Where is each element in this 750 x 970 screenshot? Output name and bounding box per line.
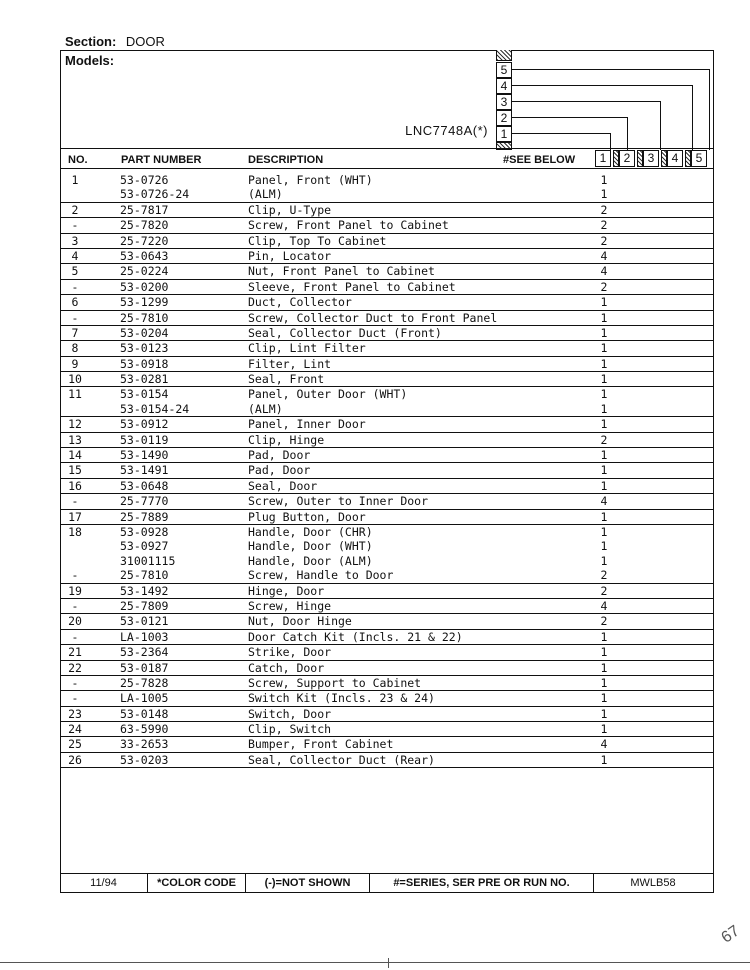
row-quantity: 2 <box>600 279 608 294</box>
row-part-number: 53-0281 <box>120 372 169 387</box>
row-description: Strike, Door <box>248 645 332 660</box>
row-part-number: 53-0148 <box>120 706 169 721</box>
table-row <box>60 568 714 583</box>
footer-not-shown: (-)=NOT SHOWN <box>246 874 370 893</box>
row-number: 6 <box>71 295 79 310</box>
row-description: Hinge, Door <box>248 583 325 598</box>
row-number: 19 <box>68 583 82 598</box>
row-quantity: 1 <box>600 341 608 356</box>
table-row <box>60 311 714 326</box>
leader-line-2 <box>512 117 628 118</box>
table-row <box>60 173 714 187</box>
row-part-number: 53-0154 <box>120 387 169 402</box>
row-number: 26 <box>68 752 82 767</box>
row-quantity: 1 <box>600 356 608 371</box>
table-row <box>60 372 714 387</box>
row-description: Nut, Door Hinge <box>248 614 352 629</box>
row-part-number: 53-0918 <box>120 356 169 371</box>
row-quantity: 1 <box>600 752 608 767</box>
table-row <box>60 280 714 295</box>
row-part-number: 63-5990 <box>120 722 169 737</box>
row-quantity: 2 <box>600 233 608 248</box>
row-number: - <box>71 494 79 509</box>
row-quantity: 1 <box>600 675 608 690</box>
table-row <box>60 387 714 401</box>
row-quantity: 1 <box>600 645 608 660</box>
header-no: NO. <box>68 154 88 166</box>
row-description: Handle, Door (ALM) <box>248 553 373 568</box>
row-number: 18 <box>68 524 82 539</box>
row-number: 22 <box>68 660 82 675</box>
row-number: 12 <box>68 417 82 432</box>
row-part-number: LA-1003 <box>120 629 169 644</box>
row-description: Clip, Hinge <box>248 432 325 447</box>
row-number: 20 <box>68 614 82 629</box>
table-row <box>60 599 714 614</box>
row-description: Seal, Door <box>248 478 318 493</box>
row-number: 13 <box>68 432 82 447</box>
table-row <box>60 295 714 310</box>
models-label: Models: <box>65 53 115 68</box>
table-row <box>60 463 714 478</box>
row-part-number: 53-1491 <box>120 463 169 478</box>
row-number: - <box>71 568 79 583</box>
table-row <box>60 402 714 417</box>
row-number: 8 <box>71 341 79 356</box>
table-row <box>60 691 714 706</box>
row-quantity: 1 <box>600 387 608 402</box>
header-column-boxes <box>595 150 709 167</box>
row-description: Panel, Front (WHT) <box>248 173 373 187</box>
table-row <box>60 614 714 629</box>
table-row <box>60 539 714 553</box>
row-number: 1 <box>71 173 79 187</box>
leader-line-3 <box>512 101 661 102</box>
leader-drop-2 <box>627 117 628 150</box>
section-heading <box>65 34 165 49</box>
row-part-number: 53-0204 <box>120 325 169 340</box>
row-part-number: 53-0643 <box>120 248 169 263</box>
row-number: - <box>71 675 79 690</box>
model-column-box-4: 4 <box>496 78 512 94</box>
model-column-box-3: 3 <box>496 94 512 110</box>
table-row <box>60 510 714 525</box>
row-description: Pin, Locator <box>248 248 332 263</box>
row-quantity: 4 <box>600 494 608 509</box>
row-number: 11 <box>68 387 82 402</box>
row-quantity: 1 <box>600 187 608 202</box>
header-column-4: 4 <box>667 150 683 167</box>
row-description: Nut, Front Panel to Cabinet <box>248 264 435 279</box>
row-quantity: 2 <box>600 202 608 217</box>
row-part-number: 25-7817 <box>120 202 169 217</box>
row-part-number: 53-0726 <box>120 173 169 187</box>
table-row <box>60 417 714 432</box>
row-quantity: 1 <box>600 660 608 675</box>
row-quantity: 1 <box>600 629 608 644</box>
section-label: Section: <box>65 34 117 49</box>
table-row <box>60 234 714 249</box>
table-row <box>60 737 714 752</box>
table-row <box>60 249 714 264</box>
row-part-number: 53-0200 <box>120 279 169 294</box>
header-bottom-rule <box>60 168 714 169</box>
row-description: Panel, Inner Door <box>248 417 366 432</box>
model-column-box-1: 1 <box>496 126 512 142</box>
row-description: Pad, Door <box>248 448 311 463</box>
table-row <box>60 753 714 768</box>
table-row <box>60 722 714 737</box>
row-part-number: 53-1299 <box>120 295 169 310</box>
row-part-number: 33-2653 <box>120 737 169 752</box>
model-column-box-5: 5 <box>496 62 512 78</box>
row-number: 4 <box>71 248 79 263</box>
table-row <box>60 479 714 494</box>
footer-color-code: *COLOR CODE <box>148 874 246 893</box>
header-column-3: 3 <box>643 150 659 167</box>
footer-date: 11/94 <box>60 874 148 893</box>
header-column-1: 1 <box>595 150 611 167</box>
row-quantity: 1 <box>600 417 608 432</box>
table-row <box>60 341 714 356</box>
header-see-below: #SEE BELOW <box>503 154 576 166</box>
table-row <box>60 707 714 722</box>
row-description: Switch, Door <box>248 706 332 721</box>
row-description: (ALM) <box>248 401 283 416</box>
table-row <box>60 218 714 233</box>
page-mark: 67 <box>718 922 743 947</box>
row-part-number: 53-1492 <box>120 583 169 598</box>
model-column-box-2: 2 <box>496 110 512 126</box>
row-part-number: 53-0203 <box>120 752 169 767</box>
row-quantity: 1 <box>600 691 608 706</box>
row-description: Clip, Top To Cabinet <box>248 233 387 248</box>
row-number: - <box>71 218 79 233</box>
header-description: DESCRIPTION <box>248 154 324 166</box>
row-part-number: 25-7770 <box>120 494 169 509</box>
page-bottom-rule <box>0 962 750 963</box>
row-part-number: 53-0726-24 <box>120 187 190 202</box>
row-number: 3 <box>71 233 79 248</box>
row-quantity: 1 <box>600 509 608 524</box>
header-column-2: 2 <box>619 150 635 167</box>
row-part-number: 25-7810 <box>120 310 169 325</box>
row-part-number: 53-2364 <box>120 645 169 660</box>
hatched-cap-top <box>496 50 512 61</box>
row-part-number: 25-7889 <box>120 509 169 524</box>
row-number: 5 <box>71 264 79 279</box>
row-quantity: 1 <box>600 478 608 493</box>
row-part-number: 53-0912 <box>120 417 169 432</box>
row-description: Pad, Door <box>248 463 311 478</box>
row-description: (ALM) <box>248 187 283 202</box>
row-quantity: 1 <box>600 295 608 310</box>
header-column-5: 5 <box>691 150 707 167</box>
table-row <box>60 187 714 202</box>
row-description: Plug Button, Door <box>248 509 366 524</box>
row-number: 2 <box>71 202 79 217</box>
table-row <box>60 676 714 691</box>
table-row <box>60 494 714 509</box>
row-number: 14 <box>68 448 82 463</box>
row-description: Screw, Collector Duct to Front Panel <box>248 310 498 325</box>
row-part-number: 53-0121 <box>120 614 169 629</box>
header-top-rule <box>60 148 714 149</box>
row-part-number: 25-7809 <box>120 598 169 613</box>
row-quantity: 1 <box>600 706 608 721</box>
leader-drop-3 <box>660 101 661 150</box>
table-row <box>60 630 714 645</box>
row-quantity: 1 <box>600 553 608 568</box>
row-quantity: 1 <box>600 539 608 554</box>
row-number: 17 <box>68 509 82 524</box>
leader-drop-4 <box>692 85 693 150</box>
row-quantity: 1 <box>600 173 608 187</box>
row-number: 9 <box>71 356 79 371</box>
row-quantity: 1 <box>600 722 608 737</box>
row-quantity: 2 <box>600 583 608 598</box>
row-part-number: 53-1490 <box>120 448 169 463</box>
table-row <box>60 661 714 676</box>
row-description: Switch Kit (Incls. 23 & 24) <box>248 691 435 706</box>
row-quantity: 2 <box>600 218 608 233</box>
table-row <box>60 448 714 463</box>
parts-table <box>60 173 714 768</box>
table-row <box>60 203 714 218</box>
row-number: - <box>71 598 79 613</box>
row-number: - <box>71 279 79 294</box>
row-part-number: 25-7828 <box>120 675 169 690</box>
row-description: Panel, Outer Door (WHT) <box>248 387 408 402</box>
row-part-number: 53-0154-24 <box>120 401 190 416</box>
header-part-number: PART NUMBER <box>121 154 202 166</box>
row-part-number: 53-0648 <box>120 478 169 493</box>
table-row <box>60 264 714 279</box>
row-number: - <box>71 691 79 706</box>
row-description: Duct, Collector <box>248 295 352 310</box>
row-quantity: 2 <box>600 432 608 447</box>
row-description: Clip, Lint Filter <box>248 341 366 356</box>
row-part-number: 53-0927 <box>120 539 169 554</box>
row-part-number: 53-0119 <box>120 432 169 447</box>
row-part-number: LA-1005 <box>120 691 169 706</box>
row-number: 15 <box>68 463 82 478</box>
table-row <box>60 584 714 599</box>
table-row <box>60 433 714 448</box>
row-number: 7 <box>71 325 79 340</box>
row-number: 10 <box>68 372 82 387</box>
row-description: Seal, Collector Duct (Front) <box>248 325 442 340</box>
row-quantity: 1 <box>600 524 608 539</box>
row-number: 16 <box>68 478 82 493</box>
row-number: 24 <box>68 722 82 737</box>
row-part-number: 53-0187 <box>120 660 169 675</box>
row-description: Catch, Door <box>248 660 325 675</box>
row-quantity: 2 <box>600 568 608 583</box>
row-quantity: 1 <box>600 310 608 325</box>
row-description: Sleeve, Front Panel to Cabinet <box>248 279 456 294</box>
row-quantity: 2 <box>600 614 608 629</box>
table-row <box>60 554 714 568</box>
row-description: Clip, Switch <box>248 722 332 737</box>
row-part-number: 53-0123 <box>120 341 169 356</box>
row-description: Handle, Door (WHT) <box>248 539 373 554</box>
row-part-number: 25-0224 <box>120 264 169 279</box>
section-value: DOOR <box>125 34 165 49</box>
page-bottom-tick <box>388 958 389 968</box>
leader-drop-5 <box>709 69 710 150</box>
row-part-number: 31001115 <box>120 553 176 568</box>
footer-doc-id: MWLB58 <box>630 877 676 889</box>
row-description: Bumper, Front Cabinet <box>248 737 394 752</box>
row-quantity: 1 <box>600 372 608 387</box>
footer-legend <box>60 873 714 893</box>
row-number: 25 <box>68 737 82 752</box>
table-row <box>60 645 714 660</box>
model-name: LNC7748A(*) <box>405 123 488 138</box>
table-row <box>60 525 714 539</box>
row-description: Screw, Support to Cabinet <box>248 675 422 690</box>
table-row <box>60 326 714 341</box>
row-description: Door Catch Kit (Incls. 21 & 22) <box>248 629 463 644</box>
row-quantity: 4 <box>600 737 608 752</box>
row-quantity: 4 <box>600 264 608 279</box>
row-description: Screw, Handle to Door <box>248 568 394 583</box>
leader-line-5 <box>512 69 710 70</box>
row-number: 21 <box>68 645 82 660</box>
row-quantity: 4 <box>600 248 608 263</box>
row-number: - <box>71 310 79 325</box>
row-quantity: 1 <box>600 325 608 340</box>
row-part-number: 25-7810 <box>120 568 169 583</box>
row-quantity: 4 <box>600 598 608 613</box>
row-description: Clip, U-Type <box>248 202 332 217</box>
leader-line-1 <box>512 133 611 134</box>
row-number: - <box>71 629 79 644</box>
row-description: Handle, Door (CHR) <box>248 524 373 539</box>
row-part-number: 25-7220 <box>120 233 169 248</box>
row-description: Seal, Collector Duct (Rear) <box>248 752 435 767</box>
row-description: Screw, Hinge <box>248 598 332 613</box>
footer-series: #=SERIES, SER PRE OR RUN NO. <box>370 874 594 893</box>
row-description: Screw, Outer to Inner Door <box>248 494 429 509</box>
row-description: Seal, Front <box>248 372 325 387</box>
row-description: Filter, Lint <box>248 356 332 371</box>
row-quantity: 1 <box>600 463 608 478</box>
leader-line-4 <box>512 85 693 86</box>
table-row <box>60 357 714 372</box>
row-description: Screw, Front Panel to Cabinet <box>248 218 449 233</box>
row-part-number: 53-0928 <box>120 524 169 539</box>
row-quantity: 1 <box>600 401 608 416</box>
row-part-number: 25-7820 <box>120 218 169 233</box>
row-number: 23 <box>68 706 82 721</box>
row-quantity: 1 <box>600 448 608 463</box>
